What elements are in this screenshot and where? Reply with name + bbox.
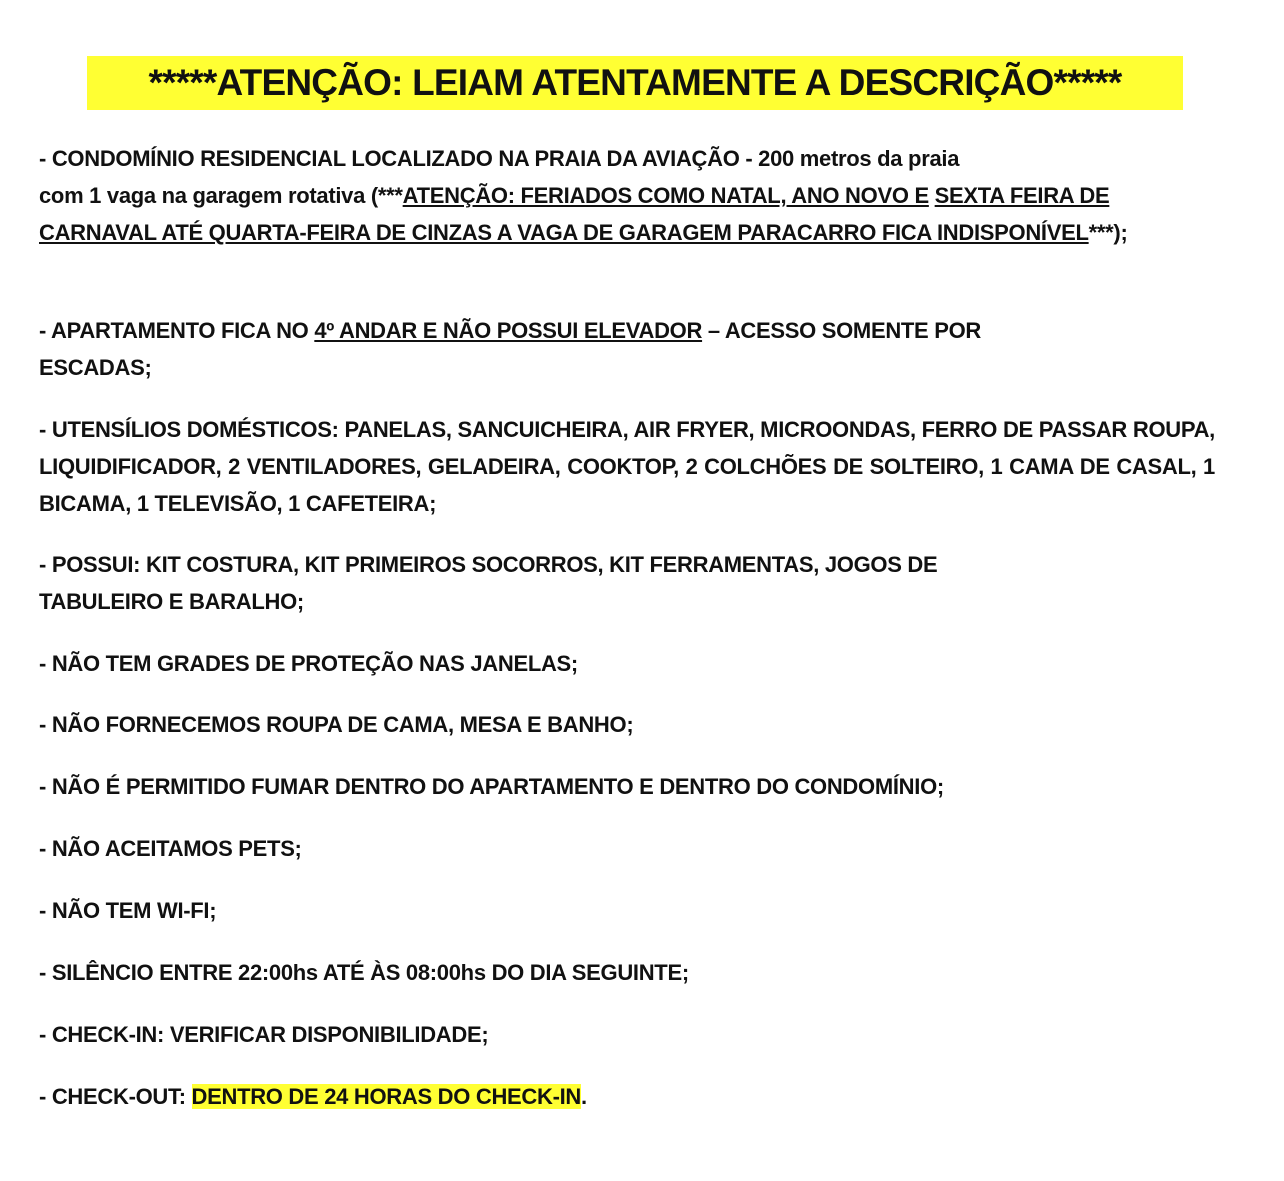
condominio-line-1: - CONDOMÍNIO RESIDENCIAL LOCALIZADO NA PRAIA DA AVIAÇÃO - 200 metros da praia (39, 146, 960, 171)
apartamento-end: – ACESSO SOMENTE POR ESCADAS; (39, 318, 982, 380)
list-item-roupa: - NÃO FORNECEMOS ROUPA DE CAMA, MESA E BANHO; (39, 712, 634, 737)
apartamento-underlined: 4º ANDAR E NÃO POSSUI ELEVADOR (314, 318, 703, 343)
garage-warning-b: SEXTA FEIRA DE CARNAVAL ATÉ QUARTA-FEIRA DE CINZAS A VAGA DE GARAGEM PARACARRO FICA INDISPONÍVEL (39, 183, 1110, 245)
list-item-pets: - NÃO ACEITAMOS PETS; (39, 836, 302, 861)
condominio-rest (39, 177, 1209, 251)
list-item-grades: - NÃO TEM GRADES DE PROTEÇÃO NAS JANELAS; (39, 651, 578, 676)
apartamento-text (39, 312, 1099, 386)
list-item-wifi: - NÃO TEM WI-FI; (39, 898, 217, 923)
possui-line-2: TABULEIRO E BARALHO; (39, 589, 304, 614)
page-title: *****ATENÇÃO: LEIAM ATENTAMENTE A DESCRIÇÃO***** (148, 62, 1122, 103)
list-item-possui (39, 546, 1215, 620)
checkout-end: . (581, 1084, 587, 1109)
list-item-checkin: - CHECK-IN: VERIFICAR DISPONIBILIDADE; (39, 1022, 489, 1047)
list-item-checkout (39, 1078, 587, 1115)
list-item-apartamento (39, 312, 1099, 386)
possui-line-1: - POSSUI: KIT COSTURA, KIT PRIMEIROS SOCORROS, KIT FERRAMENTAS, JOGOS DE (39, 552, 938, 577)
checkout-label: - CHECK-OUT: (39, 1084, 192, 1109)
list-item-condominio (39, 140, 1215, 251)
condominio-line-2-start: com 1 vaga na garagem rotativa (*** (39, 183, 403, 208)
garage-warning-a: ATENÇÃO: FERIADOS COMO NATAL, ANO NOVO E (402, 183, 929, 208)
apartamento-start: - APARTAMENTO FICA NO (39, 318, 315, 343)
list-item-fumar: - NÃO É PERMITIDO FUMAR DENTRO DO APARTAMENTO E DENTRO DO CONDOMÍNIO; (39, 774, 944, 799)
list-item-silencio: - SILÊNCIO ENTRE 22:00hs ATÉ ÀS 08:00hs DO DIA SEGUINTE; (39, 960, 689, 985)
list-item-utensilios (39, 411, 1215, 522)
condominio-end: ***); (1088, 220, 1128, 245)
title-banner (87, 56, 1183, 110)
utensilios-text: - UTENSÍLIOS DOMÉSTICOS: PANELAS, SANCUICHEIRA, AIR FRYER, MICROONDAS, FERRO DE PASSAR ROUPA, LIQUIDIFICADOR, 2 VENTILADORES, GELADEIRA, COOKTOP, 2 COLCHÕES DE SOLTEIRO, 1 CAMA DE CASAL, 1 BICAMA, 1 TELEVISÃO, 1 CAFETEIRA; (39, 417, 1215, 516)
checkout-highlight: DENTRO DE 24 HORAS DO CHECK-IN (191, 1084, 582, 1109)
